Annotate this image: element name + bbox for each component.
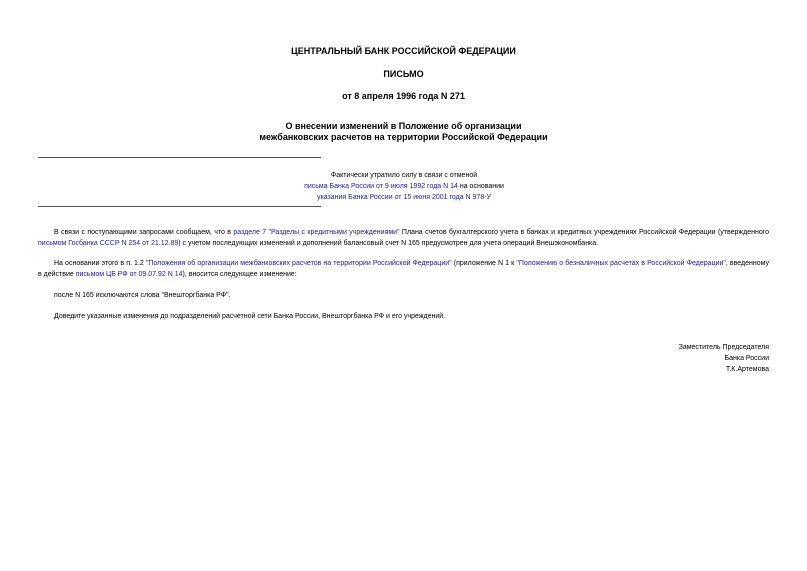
section-7-link[interactable]: разделе 7 "Разделы с кредитными учреждениями" [233, 229, 400, 236]
signatory-org: Банка России [724, 355, 769, 362]
divider-top [38, 157, 321, 158]
issuer-heading: ЦЕНТРАЛЬНЫЙ БАНК РОССИЙСКОЙ ФЕДЕРАЦИИ [291, 46, 516, 56]
repeal-letter-link[interactable]: письма Банка России от 9 июля 1992 года N 14 [304, 183, 458, 190]
paragraph-3: после N 165 исключаются слова "Внешторгбанка РФ". [54, 292, 231, 299]
signatory-position: Заместитель Председателя [678, 344, 769, 351]
p2-text-b: (приложение N 1 к [451, 260, 517, 267]
p2-text-d: ), вносится следующее изменение: [182, 271, 297, 278]
paragraph-2 [38, 258, 769, 280]
p1-text-a: В связи с поступающими запросами сообщаем, что в [54, 229, 234, 236]
document-date-number: от 8 апреля 1996 года N 271 [342, 91, 465, 101]
signatory-name: Т.К.Артемова [725, 366, 769, 373]
status-note-line-2-tail: на основании [457, 183, 504, 190]
paragraph-1 [38, 227, 769, 249]
p2-text-c: , введенному в действие [38, 260, 770, 278]
divider-bottom [38, 206, 321, 207]
p2-text-a: На основании этого в п. 1.2 [54, 260, 146, 267]
gosbank-letter-link[interactable]: письмом Госбанка СССР N 254 от 21.12.89 [38, 240, 179, 247]
cbr-letter-link[interactable]: письмом ЦБ РФ от 09.07.92 N 14 [75, 271, 183, 278]
document-title [0, 121, 807, 143]
cashless-regulation-link[interactable]: "Положению о безналичных расчетах в Российской Федерации" [516, 260, 726, 267]
p1-text-b: Плана счетов бухгалтерского учета в банках и кредитных учреждениях Российской Федерации (утвержденного [399, 229, 770, 236]
title-line-1: О внесении изменений в Положение об организации [285, 121, 522, 131]
paragraph-4: Доведите указанные изменения до подразделений расчетной сети Банка России, Внешторгбанка РФ и его учреждений. [54, 313, 446, 320]
interbank-regulation-link[interactable]: "Положения об организации межбанковских расчетов на территории Российской Федерации" [145, 260, 452, 267]
repeal-instruction-link[interactable]: указания Банка России от 15 июня 2001 года N 978-У [317, 194, 491, 201]
p1-text-c: ) с учетом последующих изменений и дополнений балансовый счет N 165 предусмотрен для учета операций Внешэкономбанка. [178, 240, 599, 247]
status-note-line-2 [280, 181, 528, 192]
document-type: ПИСЬМО [383, 69, 424, 79]
title-line-2: межбанковских расчетов на территории Российской Федерации [259, 132, 548, 142]
status-note [280, 170, 528, 203]
status-note-line-1: Фактически утратило силу в связи с отменой [330, 172, 478, 179]
status-note-line-3 [280, 192, 528, 203]
signature-block [679, 342, 769, 375]
